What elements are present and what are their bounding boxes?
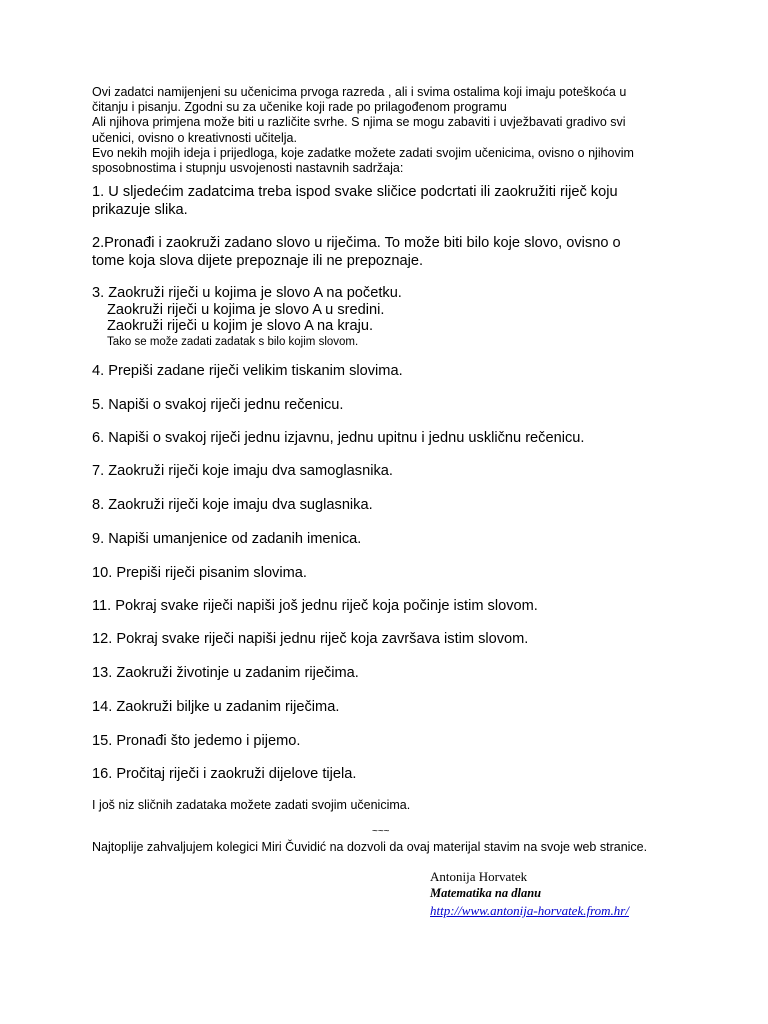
thanks-line: Najtoplije zahvaljujem kolegici Miri Čuvidić na dozvoli da ovaj materijal stavim na svoje web stranice. xyxy=(92,840,648,854)
task-14: 14. Zaokruži biljke u zadanim riječima. xyxy=(92,699,340,715)
author-signature xyxy=(430,868,629,919)
task-6: 6. Napiši o svakoj riječi jednu izjavnu, jednu upitnu i jednu uskličnu rečenicu. xyxy=(92,430,585,446)
task-7: 7. Zaokruži riječi koje imaju dva samoglasnika. xyxy=(92,463,393,479)
intro-line: sposobnostima i stupnju usvojenosti nastavnih sadržaja: xyxy=(92,161,404,176)
task-16: 16. Pročitaj riječi i zaokruži dijelove tijela. xyxy=(92,766,357,782)
intro-paragraph xyxy=(92,85,692,176)
intro-line: Ali njihova primjena može biti u različite svrhe. S njima se mogu zabaviti i uvježbavati gradivo svi xyxy=(92,115,626,130)
task-3 xyxy=(92,285,692,349)
task-9: 9. Napiši umanjenice od zadanih imenica. xyxy=(92,531,362,547)
task-line: 2.Pronađi i zaokruži zadano slovo u riječima. To može biti bilo koje slovo, ovisno o xyxy=(92,235,621,251)
task-line: 1. U sljedećim zadatcima treba ispod svake sličice podcrtati ili zaokružiti riječ koju xyxy=(92,184,618,200)
intro-line: čitanju i pisanju. Zgodni su za učenike koji rade po prilagođenom programu xyxy=(92,100,507,115)
author-subtitle: Matematika na dlanu xyxy=(430,886,542,900)
intro-line: Ovi zadatci namijenjeni su učenicima prvoga razreda , ali i svima ostalima koji imaju poteškoća u xyxy=(92,85,627,99)
task-12: 12. Pokraj svake riječi napiši jednu riječ koja završava istim slovom. xyxy=(92,631,529,647)
task-10: 10. Prepiši riječi pisanim slovima. xyxy=(92,565,307,581)
closing-line: I još niz sličnih zadataka možete zadati svojim učenicima. xyxy=(92,798,411,812)
task-line: Zaokruži riječi u kojima je slovo A u sredini. xyxy=(107,301,385,318)
task-15: 15. Pronađi što jedemo i pijemo. xyxy=(92,733,301,749)
author-website-link[interactable]: http://www.antonija-horvatek.from.hr/ xyxy=(430,903,629,918)
task-line: prikazuje slika. xyxy=(92,202,188,218)
task-11: 11. Pokraj svake riječi napiši još jednu riječ koja počinje istim slovom. xyxy=(92,598,538,614)
separator: ~~~ xyxy=(372,826,390,837)
task-line: 3. Zaokruži riječi u kojima je slovo A na početku. xyxy=(92,285,402,301)
task-5: 5. Napiši o svakoj riječi jednu rečenicu. xyxy=(92,397,344,413)
task-1 xyxy=(92,183,692,219)
intro-line: Evo nekih mojih ideja i prijedloga, koje zadatke možete zadati svojim učenicima, ovisno o njihovim xyxy=(92,145,634,160)
intro-line: učenici, ovisno o kreativnosti učitelja. xyxy=(92,130,297,145)
task-13: 13. Zaokruži životinje u zadanim riječima. xyxy=(92,665,359,681)
task-note: Tako se može zadati zadatak s bilo kojim slovom. xyxy=(107,335,359,348)
task-2 xyxy=(92,234,692,270)
task-line: Zaokruži riječi u kojim je slovo A na kraju. xyxy=(107,318,374,334)
author-name: Antonija Horvatek xyxy=(430,869,528,884)
task-4: 4. Prepiši zadane riječi velikim tiskanim slovima. xyxy=(92,363,403,379)
task-8: 8. Zaokruži riječi koje imaju dva suglasnika. xyxy=(92,497,373,513)
task-line: tome koja slova dijete prepoznaje ili ne prepoznaje. xyxy=(92,253,423,269)
